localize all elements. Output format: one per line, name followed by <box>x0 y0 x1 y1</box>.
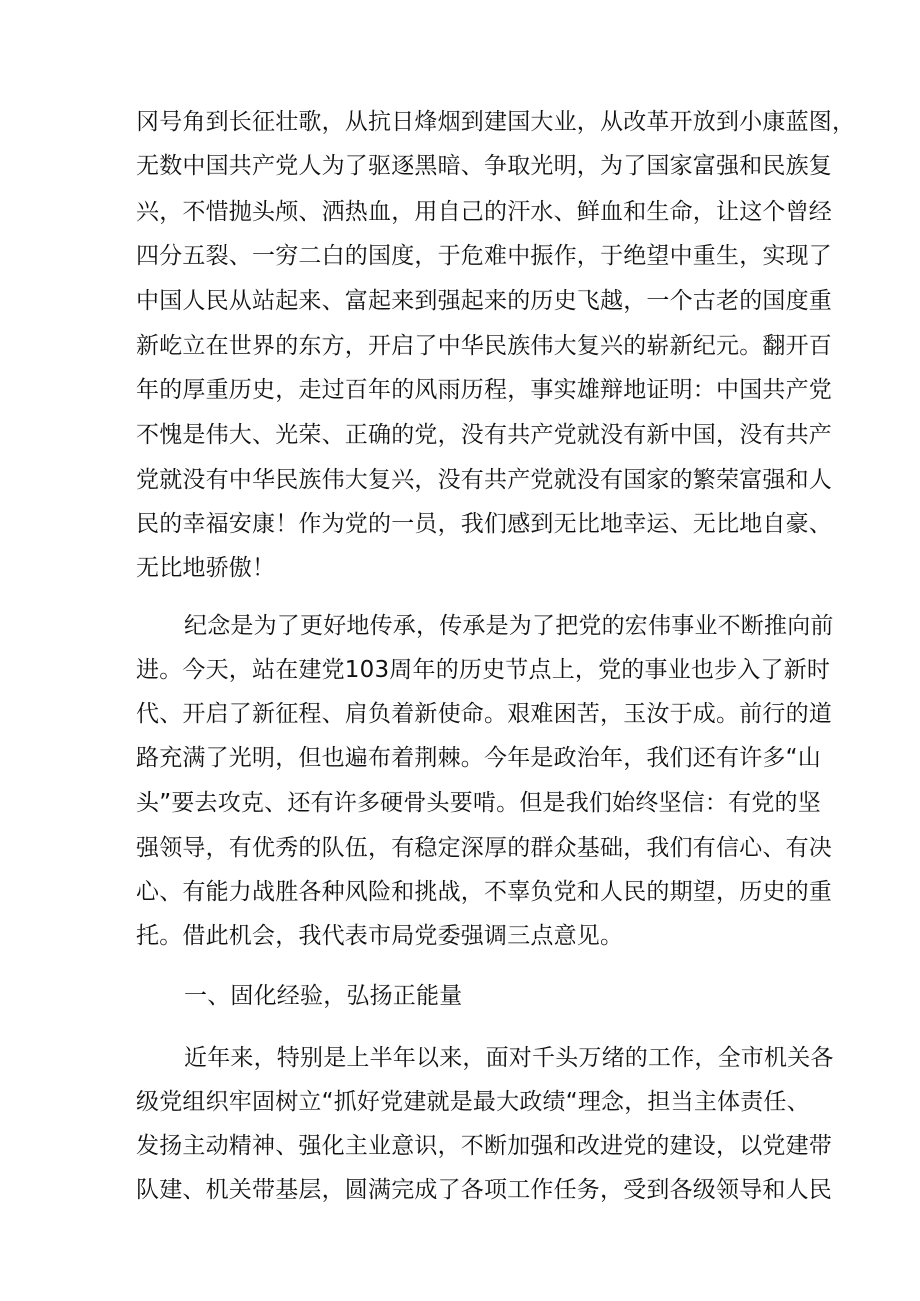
paragraph-1-line-8: 不愧是伟大、光荣、正确的党，没有共产党就没有新中国，没有共产 <box>136 422 832 448</box>
paragraph-2-line-5: 头”要去攻克、还有许多硬骨头要啃。但是我们始终坚信：有党的坚 <box>136 790 821 816</box>
paragraph-2-line-4: 路充满了光明，但也遍布着荆棘。今年是政治年，我们还有许多“山 <box>136 745 821 771</box>
paragraph-2-line-3: 代、开启了新征程、肩负着新使命。艰难困苦，玉汝于成。前行的道 <box>136 701 832 727</box>
paragraph-2-line-1: 纪念是为了更好地传承，传承是为了把党的宏伟事业不断推向前 <box>184 613 834 639</box>
paragraph-2-line-6: 强领导，有优秀的队伍，有稳定深厚的群众基础，我们有信心、有决 <box>136 835 832 861</box>
paragraph-3-line-3: 发扬主动精神、强化主业意识，不断加强和改进党的建设，以党建带 <box>136 1133 832 1159</box>
paragraph-1-line-3: 兴，不惜抛头颅、洒热血，用自己的汗水、鲜血和生命，让这个曾经 <box>136 199 832 225</box>
paragraph-3-line-4: 队建、机关带基层，圆满完成了各项工作任务，受到各级领导和人民 <box>136 1177 832 1203</box>
paragraph-1-line-11: 无比地骄傲！ <box>136 555 276 581</box>
paragraph-1-line-9: 党就没有中华民族伟大复兴，没有共产党就没有国家的繁荣富强和人 <box>136 467 832 493</box>
paragraph-1-line-10: 民的幸福安康！作为党的一员，我们感到无比地幸运、无比地自豪、 <box>136 511 832 537</box>
paragraph-1-line-6: 新屹立在世界的东方，开启了中华民族伟大复兴的崭新纪元。翻开百 <box>136 333 832 359</box>
paragraph-3-line-1: 近年来，特别是上半年以来，面对千头万绪的工作，全市机关各 <box>184 1045 834 1071</box>
paragraph-1-line-2: 无数中国共产党人为了驱逐黑暗、争取光明，为了国家富强和民族复 <box>136 153 832 179</box>
paragraph-1-line-4: 四分五裂、一穷二白的国度，于危难中振作，于绝望中重生，实现了 <box>136 243 832 269</box>
paragraph-1-line-1: 冈号角到长征壮歌，从抗日烽烟到建国大业，从改革开放到小康蓝图， <box>136 109 856 135</box>
paragraph-2-line-8: 托。借此机会，我代表市局党委强调三点意见。 <box>136 923 624 949</box>
section-heading-1: 一、固化经验，弘扬正能量 <box>184 983 463 1009</box>
paragraph-2-line-2: 进。今天，站在建党103周年的历史节点上，党的事业也步入了新时 <box>136 657 831 683</box>
paragraph-2-line-7: 心、有能力战胜各种风险和挑战，不辜负党和人民的期望，历史的重 <box>136 879 832 905</box>
paragraph-1-line-5: 中国人民从站起来、富起来到强起来的历史飞越，一个古老的国度重 <box>136 288 832 314</box>
paragraph-3-line-2: 级党组织牢固树立“抓好党建就是最大政绩“理念，担当主体责任、 <box>136 1089 810 1115</box>
paragraph-1-line-7: 年的厚重历史，走过百年的风雨历程，事实雄辩地证明：中国共产党 <box>136 377 832 403</box>
